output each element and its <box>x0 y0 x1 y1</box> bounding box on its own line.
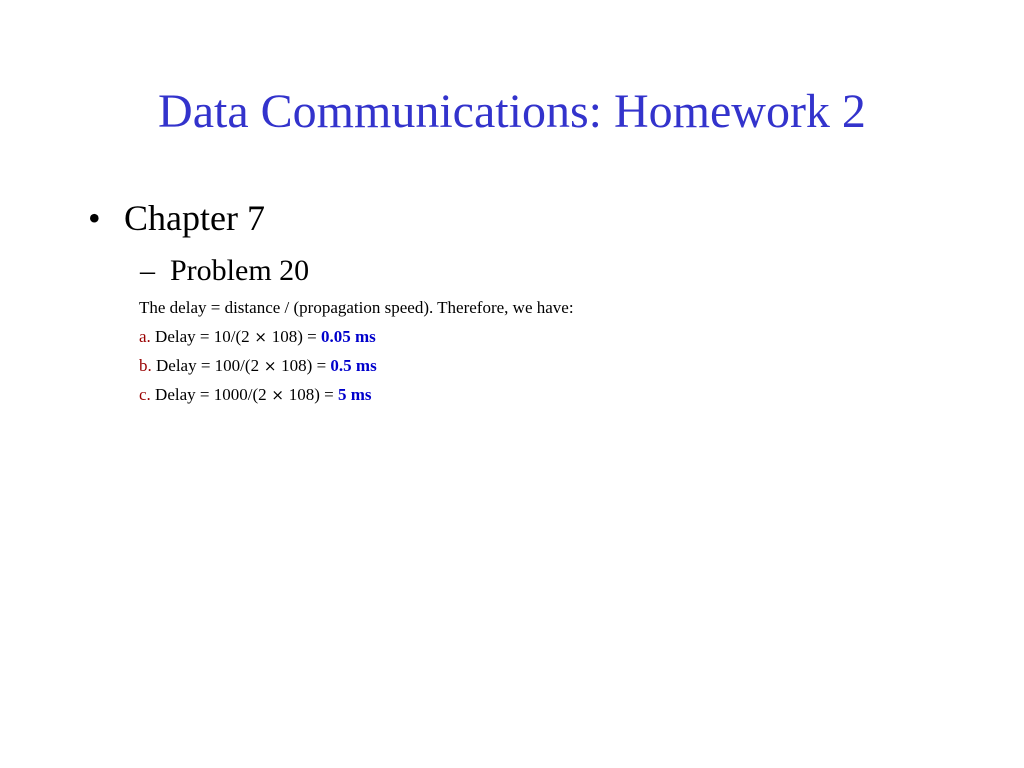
bullet-marker: • <box>88 198 101 238</box>
intro-text: The delay = distance / (propagation speed). Therefore, we have: <box>139 298 574 317</box>
item-label: b. <box>139 356 152 375</box>
bullet-chapter <box>88 196 265 240</box>
answer-value: 5 ms <box>337 385 372 404</box>
expression-end: 108) = <box>281 356 331 375</box>
expression-start: Delay = 1000/(2 <box>150 385 267 404</box>
answer-value: 0.5 ms <box>330 356 377 375</box>
sub-bullet-text: Problem 20 <box>170 254 310 287</box>
bullet-text: Chapter 7 <box>124 198 265 238</box>
item-label: a. <box>139 327 151 346</box>
sub-bullet-problem <box>140 252 309 290</box>
expression-start: Delay = 10/(2 <box>150 327 250 346</box>
expression-start: Delay = 100/(2 <box>151 356 260 375</box>
slide-title: Data Communications: Homework 2 <box>158 85 866 138</box>
times-symbol: × <box>266 386 289 404</box>
answer-line-a <box>139 326 376 348</box>
answer-value: 0.05 ms <box>320 327 376 346</box>
sub-bullet-marker: – <box>140 254 155 287</box>
times-symbol: × <box>259 357 282 375</box>
expression-end: 108) = <box>271 327 321 346</box>
expression-end: 108) = <box>288 385 338 404</box>
answer-line-c <box>139 384 372 406</box>
item-label: c. <box>139 385 151 404</box>
answer-line-b <box>139 355 377 377</box>
times-symbol: × <box>249 328 272 346</box>
